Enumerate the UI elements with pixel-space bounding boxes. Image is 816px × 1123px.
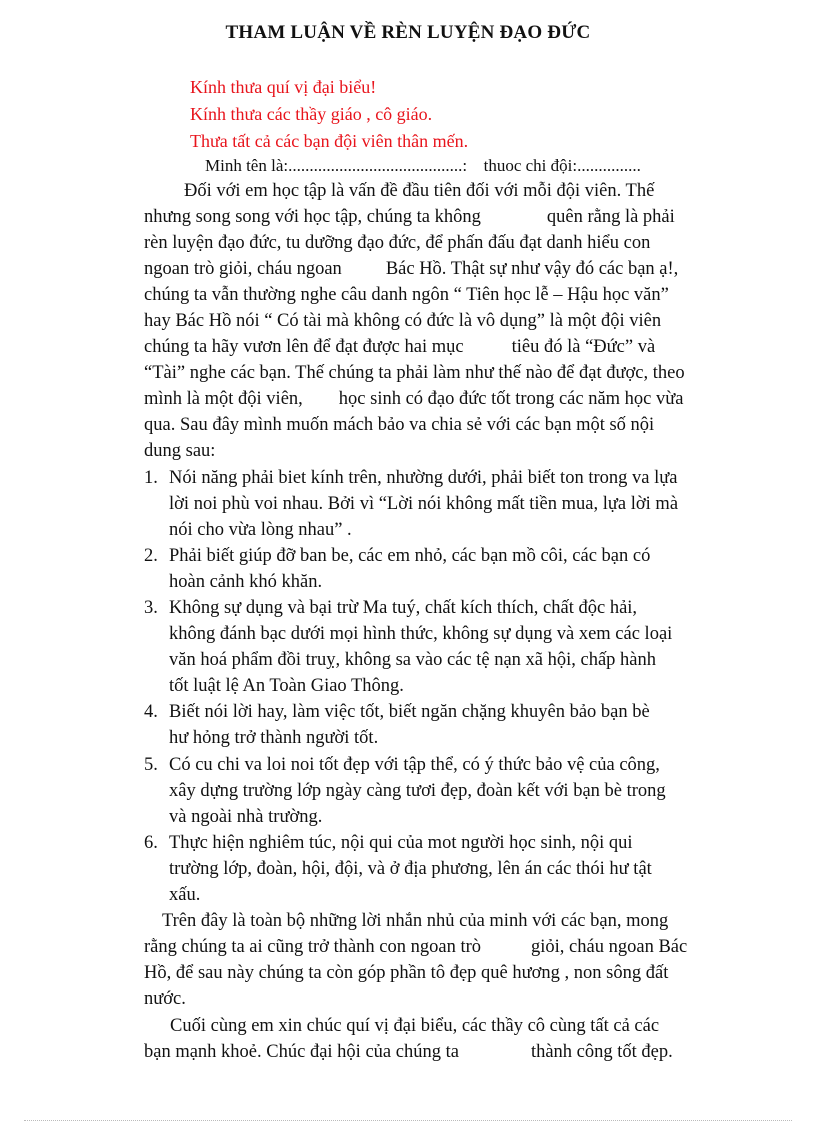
intro-line: ngoan trò giỏi, cháu ngoan Bác Hồ. Thật sự như vậy đó các bạn ạ!, bbox=[144, 259, 679, 279]
closing-line: rằng chúng ta ai cũng trở thành con ngoan trò giỏi, cháu ngoan Bác bbox=[144, 937, 688, 957]
greeting-line-2: Kính thưa các thầy giáo , cô giáo. bbox=[190, 104, 433, 124]
intro-line: hay Bác Hồ nói “ Có tài mà không có đức là vô dụng” là một đội viên bbox=[144, 311, 662, 331]
closing-line: nước. bbox=[144, 989, 186, 1009]
list-item-line: và ngoài nhà trường. bbox=[169, 807, 323, 827]
name-row bbox=[205, 156, 641, 176]
greeting-line-3: Thưa tất cả các bạn đội viên thân mến. bbox=[190, 131, 469, 151]
list-item-line: trường lớp, đoàn, hội, đội, và ở địa phương, lên án các thói hư tật bbox=[169, 859, 652, 879]
intro-line: qua. Sau đây mình muốn mách bảo va chia sẻ với các bạn một số nội bbox=[144, 415, 655, 435]
list-item-line: Có cu chi va loi noi tốt đẹp với tập thể, có ý thức bảo vệ của công, bbox=[169, 755, 660, 775]
list-item-line: Không sự dụng và bại trừ Ma tuý, chất kích thích, chất độc hải, bbox=[169, 598, 638, 618]
intro-line: chúng ta hãy vươn lên để đạt được hai mục tiêu đó là “Đức” và bbox=[144, 337, 656, 357]
list-number: 3. bbox=[144, 598, 158, 618]
intro-line: dung sau: bbox=[144, 441, 216, 461]
intro-line: chúng ta vẫn thường nghe câu danh ngôn “ Tiên học lễ – Hậu học văn” bbox=[144, 285, 669, 305]
list-item-line: Thực hiện nghiêm túc, nội qui của mot người học sinh, nội qui bbox=[169, 833, 633, 853]
intro-line: rèn luyện đạo đức, tu dưỡng đạo đức, để phấn đấu đạt danh hiểu con bbox=[144, 233, 651, 253]
list-item-line: xấu. bbox=[169, 885, 201, 905]
chi-doi-label: thuoc chi đội: bbox=[483, 156, 578, 175]
name-label: Minh tên là: bbox=[205, 156, 289, 175]
list-item-line: Nói năng phải biet kính trên, nhường dưới, phải biết ton trong va lựa bbox=[169, 468, 678, 488]
final-line: Cuối cùng em xin chúc quí vị đại biểu, các thầy cô cùng tất cả các bbox=[170, 1016, 660, 1036]
document-title: THAM LUẬN VỀ RÈN LUYỆN ĐẠO ĐỨC bbox=[225, 22, 591, 43]
list-item-line: xây dựng trường lớp ngày càng tươi đẹp, đoàn kết với bạn bè trong bbox=[169, 781, 666, 801]
list-number: 2. bbox=[144, 546, 158, 566]
closing-line: Trên đây là toàn bộ những lời nhắn nhủ của minh với các bạn, mong bbox=[162, 911, 669, 931]
intro-line: Đối với em học tập là vấn đề đầu tiên đối với mỗi đội viên. Thế bbox=[184, 181, 655, 201]
list-item-line: không đánh bạc dưới mọi hình thức, không sự dụng và xem các loại bbox=[169, 624, 673, 644]
list-item-line: văn hoá phẩm đồi truỵ, không sa vào các tệ nạn xã hội, chấp hành bbox=[169, 650, 657, 670]
list-number: 4. bbox=[144, 702, 158, 722]
list-number: 5. bbox=[144, 755, 158, 775]
intro-line: mình là một đội viên, học sinh có đạo đức tốt trong các năm học vừa bbox=[144, 389, 684, 409]
chi-doi-dots: ............... bbox=[577, 156, 641, 175]
list-number: 1. bbox=[144, 468, 158, 488]
list-item-line: Biết nói lời hay, làm việc tốt, biết ngăn chặng khuyên bảo bạn bè bbox=[169, 702, 650, 722]
final-line: bạn mạnh khoẻ. Chúc đại hội của chúng ta thành công tốt đẹp. bbox=[144, 1042, 673, 1062]
intro-line: “Tài” nghe các bạn. Thế chúng ta phải làm như thế nào để đạt được, theo bbox=[144, 363, 685, 383]
list-item-line: Phải biết giúp đỡ ban be, các em nhỏ, các bạn mồ côi, các bạn có bbox=[169, 546, 651, 566]
list-number: 6. bbox=[144, 833, 158, 853]
list-item-line: hư hỏng trở thành người tốt. bbox=[169, 728, 379, 748]
list-item-line: nói cho vừa lòng nhau” . bbox=[169, 520, 352, 540]
name-dots: .........................................: bbox=[288, 156, 468, 175]
list-item-line: lời noi phù voi nhau. Bởi vì “Lời nói không mất tiền mua, lựa lời mà bbox=[169, 494, 679, 514]
greeting-line-1: Kính thưa quí vị đại biểu! bbox=[190, 77, 377, 97]
list-item-line: hoàn cảnh khó khăn. bbox=[169, 572, 323, 592]
page-bottom-rule bbox=[24, 1120, 792, 1121]
list-item-line: tốt luật lệ An Toàn Giao Thông. bbox=[169, 676, 404, 696]
intro-line: nhưng song song với học tập, chúng ta không quên rằng là phải bbox=[144, 207, 675, 227]
closing-line: Hồ, để sau này chúng ta còn góp phần tô đẹp quê hương , non sông đất bbox=[144, 963, 669, 983]
